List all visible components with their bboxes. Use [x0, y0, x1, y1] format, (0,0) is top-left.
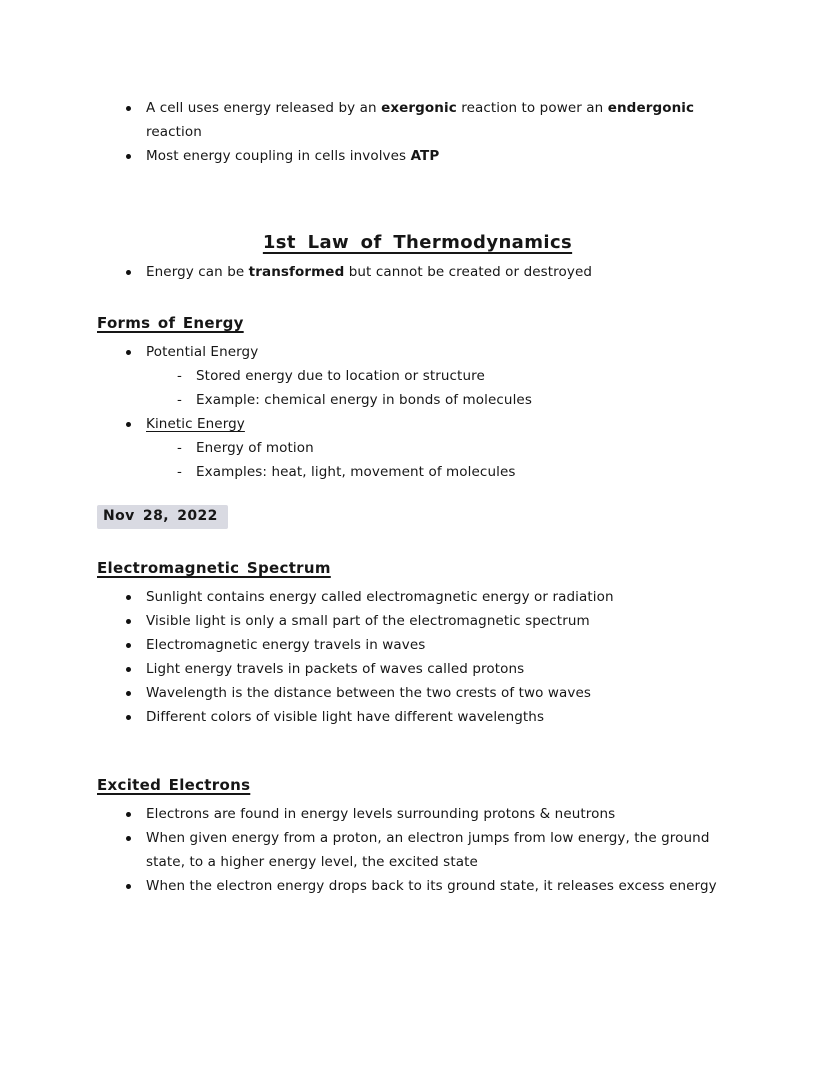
spectrum-list: [97, 585, 738, 729]
dash-icon: [177, 364, 182, 388]
text-run: Most energy coupling in cells involves: [146, 148, 411, 164]
item-text: Sunlight contains energy called electromagnetic energy or radiation: [146, 589, 614, 605]
intro-list: [97, 96, 738, 168]
forms-list: [97, 340, 738, 484]
bullet-icon: [126, 812, 131, 817]
text-run: A cell uses energy released by an: [146, 100, 382, 116]
bullet-icon: [126, 422, 131, 427]
item-text: Kinetic Energy: [146, 416, 245, 432]
text-run: but cannot be created or destroyed: [344, 264, 593, 280]
list-item: [146, 826, 738, 874]
list-item: [146, 96, 738, 144]
item-text: [146, 148, 439, 164]
text-run-bold: transformed: [248, 264, 345, 280]
law-list: [97, 260, 738, 284]
item-text: [146, 100, 694, 140]
sub-list: [146, 436, 738, 484]
list-item: [146, 144, 738, 168]
list-item: [146, 633, 738, 657]
section-heading-electromagnetic-spectrum: Electromagnetic Spectrum: [97, 559, 331, 577]
text-run: reaction: [146, 124, 202, 140]
bullet-icon: [126, 350, 131, 355]
dash-icon: [177, 388, 182, 412]
text-run-bold: endergonic: [607, 100, 695, 116]
bullet-icon: [126, 691, 131, 696]
section-heading-excited-electrons: Excited Electrons: [97, 776, 251, 794]
dash-icon: [177, 436, 182, 460]
item-text: Light energy travels in packets of waves called protons: [146, 661, 525, 677]
bullet-icon: [126, 106, 131, 111]
bullet-icon: [126, 619, 131, 624]
item-text: Electrons are found in energy levels surrounding protons & neutrons: [146, 806, 616, 822]
list-item: [146, 705, 738, 729]
bullet-icon: [126, 154, 131, 159]
text-run-bold: exergonic: [381, 100, 457, 116]
item-text: [146, 264, 592, 280]
sub-list-item: [196, 364, 738, 388]
item-text: Different colors of visible light have different wavelengths: [146, 709, 545, 725]
bullet-icon: [126, 270, 131, 275]
date-row: [97, 504, 738, 529]
list-item: [146, 585, 738, 609]
list-item: [146, 340, 738, 412]
sub-text: Stored energy due to location or structure: [196, 368, 485, 384]
bullet-icon: [126, 884, 131, 889]
text-run-bold: ATP: [410, 148, 440, 164]
sub-list: [146, 364, 738, 412]
list-item: [146, 802, 738, 826]
date-highlight: Nov 28, 2022: [97, 505, 228, 529]
list-item: [146, 609, 738, 633]
list-item: [146, 412, 738, 484]
text-run: reaction to power an: [456, 100, 608, 116]
item-text: When given energy from a proton, an electron jumps from low energy, the ground state, to a higher energy level, the excited state: [146, 830, 710, 870]
bullet-icon: [126, 715, 131, 720]
sub-list-item: [196, 436, 738, 460]
list-item: [146, 657, 738, 681]
sub-text: Energy of motion: [196, 440, 314, 456]
excited-list: [97, 802, 738, 898]
section-heading-first-law: 1st Law of Thermodynamics: [262, 232, 573, 253]
bullet-icon: [126, 643, 131, 648]
bullet-icon: [126, 836, 131, 841]
sub-list-item: [196, 388, 738, 412]
list-item: [146, 874, 738, 898]
text-run: Energy can be: [146, 264, 249, 280]
section-heading-forms-of-energy: Forms of Energy: [97, 314, 244, 332]
item-text: When the electron energy drops back to its ground state, it releases excess energy: [146, 878, 717, 894]
sub-list-item: [196, 460, 738, 484]
item-text: Potential Energy: [146, 344, 259, 360]
bullet-icon: [126, 667, 131, 672]
item-text: Wavelength is the distance between the two crests of two waves: [146, 685, 592, 701]
sub-text: Example: chemical energy in bonds of molecules: [196, 392, 532, 408]
item-text: Visible light is only a small part of the electromagnetic spectrum: [146, 613, 590, 629]
item-text: Electromagnetic energy travels in waves: [146, 637, 426, 653]
sub-text: Examples: heat, light, movement of molecules: [196, 464, 516, 480]
dash-icon: [177, 460, 182, 484]
list-item: [146, 260, 738, 284]
list-item: [146, 681, 738, 705]
bullet-icon: [126, 595, 131, 600]
